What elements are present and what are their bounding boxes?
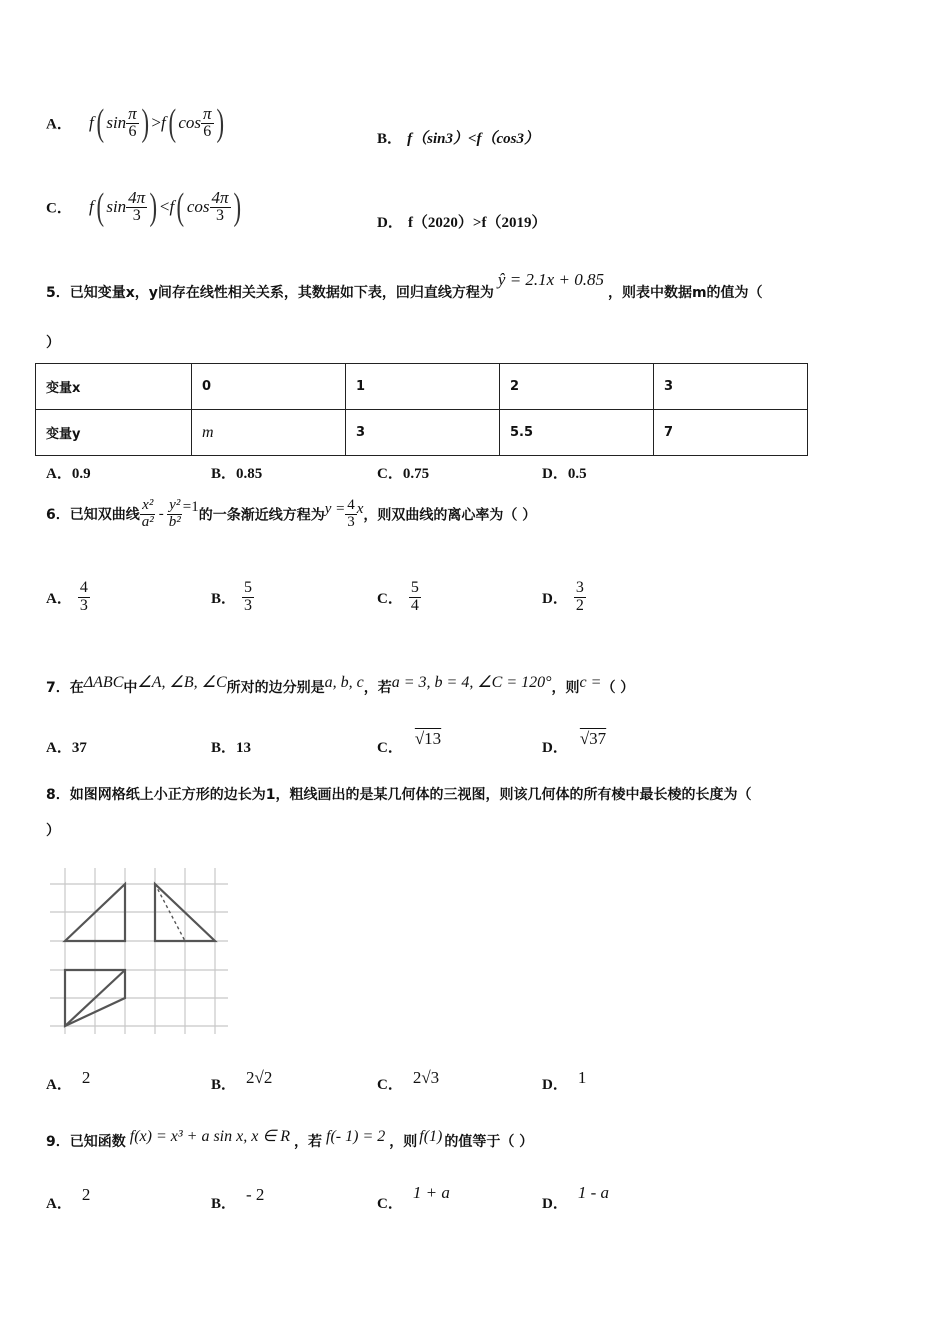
paren-left: (	[176, 186, 185, 228]
math-sides: a, b, c	[324, 674, 364, 691]
option-value: f（2020）>f（2019）	[407, 215, 547, 231]
numerator: 4π	[211, 188, 229, 208]
q7-stem	[46, 672, 635, 696]
denominator: 3	[216, 207, 225, 225]
denominator: 3	[132, 207, 141, 225]
q6-option-c[interactable]	[377, 580, 421, 615]
question-text: ，则表中数据m的值为（	[607, 285, 763, 301]
option-label: A．	[46, 1077, 72, 1093]
option-label: B．	[377, 131, 403, 147]
numerator: y²	[169, 497, 181, 513]
q7-option-a[interactable]	[46, 736, 87, 757]
option-value: 2	[81, 1068, 91, 1087]
table-cell: 0	[192, 364, 346, 410]
question-text: 中	[123, 680, 138, 696]
question-number: 5．	[46, 285, 70, 301]
numerator: 5	[410, 579, 419, 596]
q7-option-b[interactable]	[211, 736, 251, 757]
option-value: 0.5	[567, 466, 587, 482]
option-label: A．	[46, 466, 72, 482]
option-value: √37	[579, 729, 607, 748]
q5-option-c[interactable]	[377, 462, 429, 483]
option-label: C．	[377, 1196, 403, 1212]
fraction	[78, 580, 90, 615]
question-text: 如图网格纸上小正方形的边长为1，粗线画出的是某几何体的三视图，则该几何体的所有棱中最长棱的长度为（	[69, 787, 752, 803]
option-label: C．	[377, 1077, 403, 1093]
table-cell: 变量x	[36, 364, 192, 410]
math-equals: =1	[182, 498, 199, 515]
math-condition: a = 3, b = 4, ∠C = 120°	[391, 674, 552, 691]
numerator: 4	[347, 497, 355, 513]
numerator: 4	[79, 579, 88, 596]
denominator: 3	[79, 596, 88, 614]
q8-option-c[interactable]	[377, 1068, 440, 1094]
option-label: C．	[377, 740, 403, 756]
math-triangle: ΔABC	[83, 674, 124, 691]
table-row	[36, 364, 808, 410]
option-value: 0.75	[402, 466, 430, 482]
q6-option-a[interactable]	[46, 580, 90, 615]
math-function: f(x) = x³ + a sin x, x ∈ R	[129, 1128, 291, 1145]
math-lt: <	[159, 197, 170, 216]
option-label: C．	[377, 466, 403, 482]
math-angles: ∠A, ∠B, ∠C	[137, 674, 227, 691]
question-text: 已知双曲线	[69, 506, 140, 523]
paren-left: (	[96, 186, 104, 228]
fraction	[126, 105, 139, 141]
question-text: 已知变量x，y间存在线性相关关系，其数据如下表，回归直线方程为	[69, 285, 494, 301]
fraction	[140, 498, 156, 531]
fraction	[409, 580, 421, 615]
question-number: 9．	[46, 1134, 70, 1150]
math-minus: -	[158, 505, 164, 522]
option-label: D．	[542, 1196, 568, 1212]
q6-option-b[interactable]	[211, 580, 254, 615]
denominator: 3	[347, 513, 355, 530]
option-label: B．	[211, 590, 237, 607]
fraction	[126, 189, 147, 225]
q9-option-c[interactable]	[377, 1183, 450, 1213]
option-value: 2	[81, 1185, 91, 1204]
q4-option-c[interactable]	[46, 188, 243, 226]
math-gt: >	[151, 113, 161, 132]
option-value: 1 - a	[577, 1183, 610, 1202]
paren-left: (	[168, 102, 176, 144]
paren-right: )	[216, 102, 224, 144]
numerator: x²	[142, 497, 154, 513]
option-value: - 2	[246, 1185, 265, 1204]
paren-right: )	[149, 186, 158, 228]
option-value: √13	[414, 729, 442, 748]
option-label: B．	[211, 466, 237, 482]
q8-stem	[46, 784, 752, 804]
denominator: b²	[168, 513, 181, 530]
table-cell: 3	[346, 410, 500, 456]
q7-option-c[interactable]	[377, 729, 442, 757]
grid-lines	[50, 868, 228, 1034]
option-label: D．	[542, 590, 568, 607]
fraction	[345, 498, 357, 531]
q6-stem	[46, 498, 536, 531]
table-row	[36, 410, 808, 456]
q8-option-d[interactable]	[542, 1068, 587, 1094]
option-value: 0.85	[236, 466, 263, 482]
option-value: 2√2	[246, 1068, 273, 1087]
numerator: π	[128, 104, 137, 124]
table-cell: 变量y	[36, 410, 192, 456]
q5-close-paren: ）	[46, 335, 60, 351]
q8-option-b[interactable]	[211, 1068, 273, 1094]
option-label: A．	[46, 590, 72, 607]
view-outlines	[65, 884, 215, 1026]
option-label: A．	[46, 1196, 72, 1212]
q8-option-a[interactable]	[46, 1068, 91, 1094]
question-text: ，则	[389, 1134, 418, 1150]
table-cell: 7	[654, 410, 808, 456]
math-f: f	[160, 113, 166, 132]
q4-option-b[interactable]	[377, 127, 539, 148]
fraction	[167, 498, 183, 531]
q5-option-d[interactable]	[542, 462, 587, 483]
denominator: 2	[575, 596, 584, 614]
option-label: C．	[377, 590, 403, 607]
question-number: 7．	[46, 680, 70, 696]
math-f: f	[88, 113, 94, 132]
table-cell: 1	[346, 364, 500, 410]
math-f: f	[169, 197, 175, 216]
question-text: ，若	[363, 680, 392, 696]
math-cos: cos	[178, 113, 202, 132]
fraction	[210, 189, 231, 225]
math-f1: f(1)	[419, 1128, 443, 1145]
option-label: D．	[377, 215, 403, 231]
option-label: C．	[46, 200, 72, 217]
denominator: 6	[128, 123, 137, 141]
question-text: ，则双曲线的离心率为（ ）	[363, 507, 537, 524]
option-label: A．	[46, 116, 72, 133]
fraction	[242, 580, 254, 615]
fraction	[574, 580, 586, 615]
question-text: 已知函数	[69, 1134, 126, 1150]
option-label: B．	[211, 1196, 237, 1212]
option-value: 13	[236, 740, 252, 756]
numerator: 5	[244, 579, 253, 596]
math-condition: f(- 1) = 2	[326, 1128, 386, 1145]
option-label: B．	[211, 1077, 237, 1093]
q6-option-d[interactable]	[542, 580, 586, 615]
q4-option-d[interactable]	[377, 211, 546, 232]
math-cos: cos	[186, 197, 210, 216]
q5-option-b[interactable]	[211, 462, 262, 483]
option-value: 37	[71, 740, 87, 756]
paren-right: )	[233, 186, 241, 228]
paren-right: )	[141, 102, 149, 144]
question-text: 所对的边分别是	[226, 680, 325, 696]
option-label: D．	[542, 466, 568, 482]
math-c: c =	[579, 674, 602, 691]
three-view-figure	[46, 864, 232, 1036]
option-label: D．	[542, 1077, 568, 1093]
option-value: 0.9	[71, 466, 91, 482]
question-text: 在	[69, 680, 84, 696]
paren-left: (	[96, 102, 104, 144]
table-cell: 5.5	[500, 410, 654, 456]
option-value: f（sin3）<f（cos3）	[407, 131, 539, 147]
q8-close-paren: ）	[46, 823, 60, 839]
q5-option-a[interactable]	[46, 462, 91, 483]
q9-option-a[interactable]	[46, 1185, 91, 1213]
denominator: 3	[244, 596, 253, 614]
denominator: 4	[410, 596, 419, 614]
question-text: （ ）	[601, 680, 635, 696]
math-x: x	[356, 500, 364, 517]
numerator: 4π	[128, 188, 146, 208]
table-cell: m	[192, 410, 346, 456]
q5-stem	[46, 270, 763, 302]
question-number: 6．	[46, 506, 70, 523]
table-cell: 3	[654, 364, 808, 410]
option-label: B．	[211, 740, 237, 756]
fraction	[201, 105, 214, 141]
regression-equation: ŷ = 2.1x + 0.85	[497, 270, 604, 289]
denominator: 6	[203, 123, 212, 141]
data-table	[35, 363, 808, 456]
q9-option-b[interactable]	[211, 1185, 265, 1213]
denominator: a²	[141, 513, 154, 530]
q4-option-a[interactable]	[46, 104, 226, 142]
math-y: y =	[324, 500, 346, 517]
math-sin: sin	[106, 113, 127, 132]
numerator: 3	[575, 579, 584, 596]
question-number: 8．	[46, 787, 70, 803]
q9-stem	[46, 1126, 534, 1150]
option-label: D．	[542, 740, 568, 756]
q9-option-d[interactable]	[542, 1183, 610, 1213]
table-cell: 2	[500, 364, 654, 410]
q7-option-d[interactable]	[542, 729, 607, 757]
numerator: π	[203, 104, 212, 124]
question-text: ，则	[551, 680, 580, 696]
question-text: 的一条渐近线方程为	[198, 507, 325, 524]
option-value: 2√3	[412, 1068, 440, 1087]
option-value: 1	[577, 1068, 587, 1087]
question-text: ，若	[294, 1134, 323, 1150]
math-sin: sin	[106, 197, 127, 216]
option-value: 1 + a	[412, 1183, 450, 1202]
option-label: A．	[46, 740, 72, 756]
question-text: 的值等于（ ）	[444, 1134, 534, 1150]
math-f: f	[88, 197, 94, 216]
